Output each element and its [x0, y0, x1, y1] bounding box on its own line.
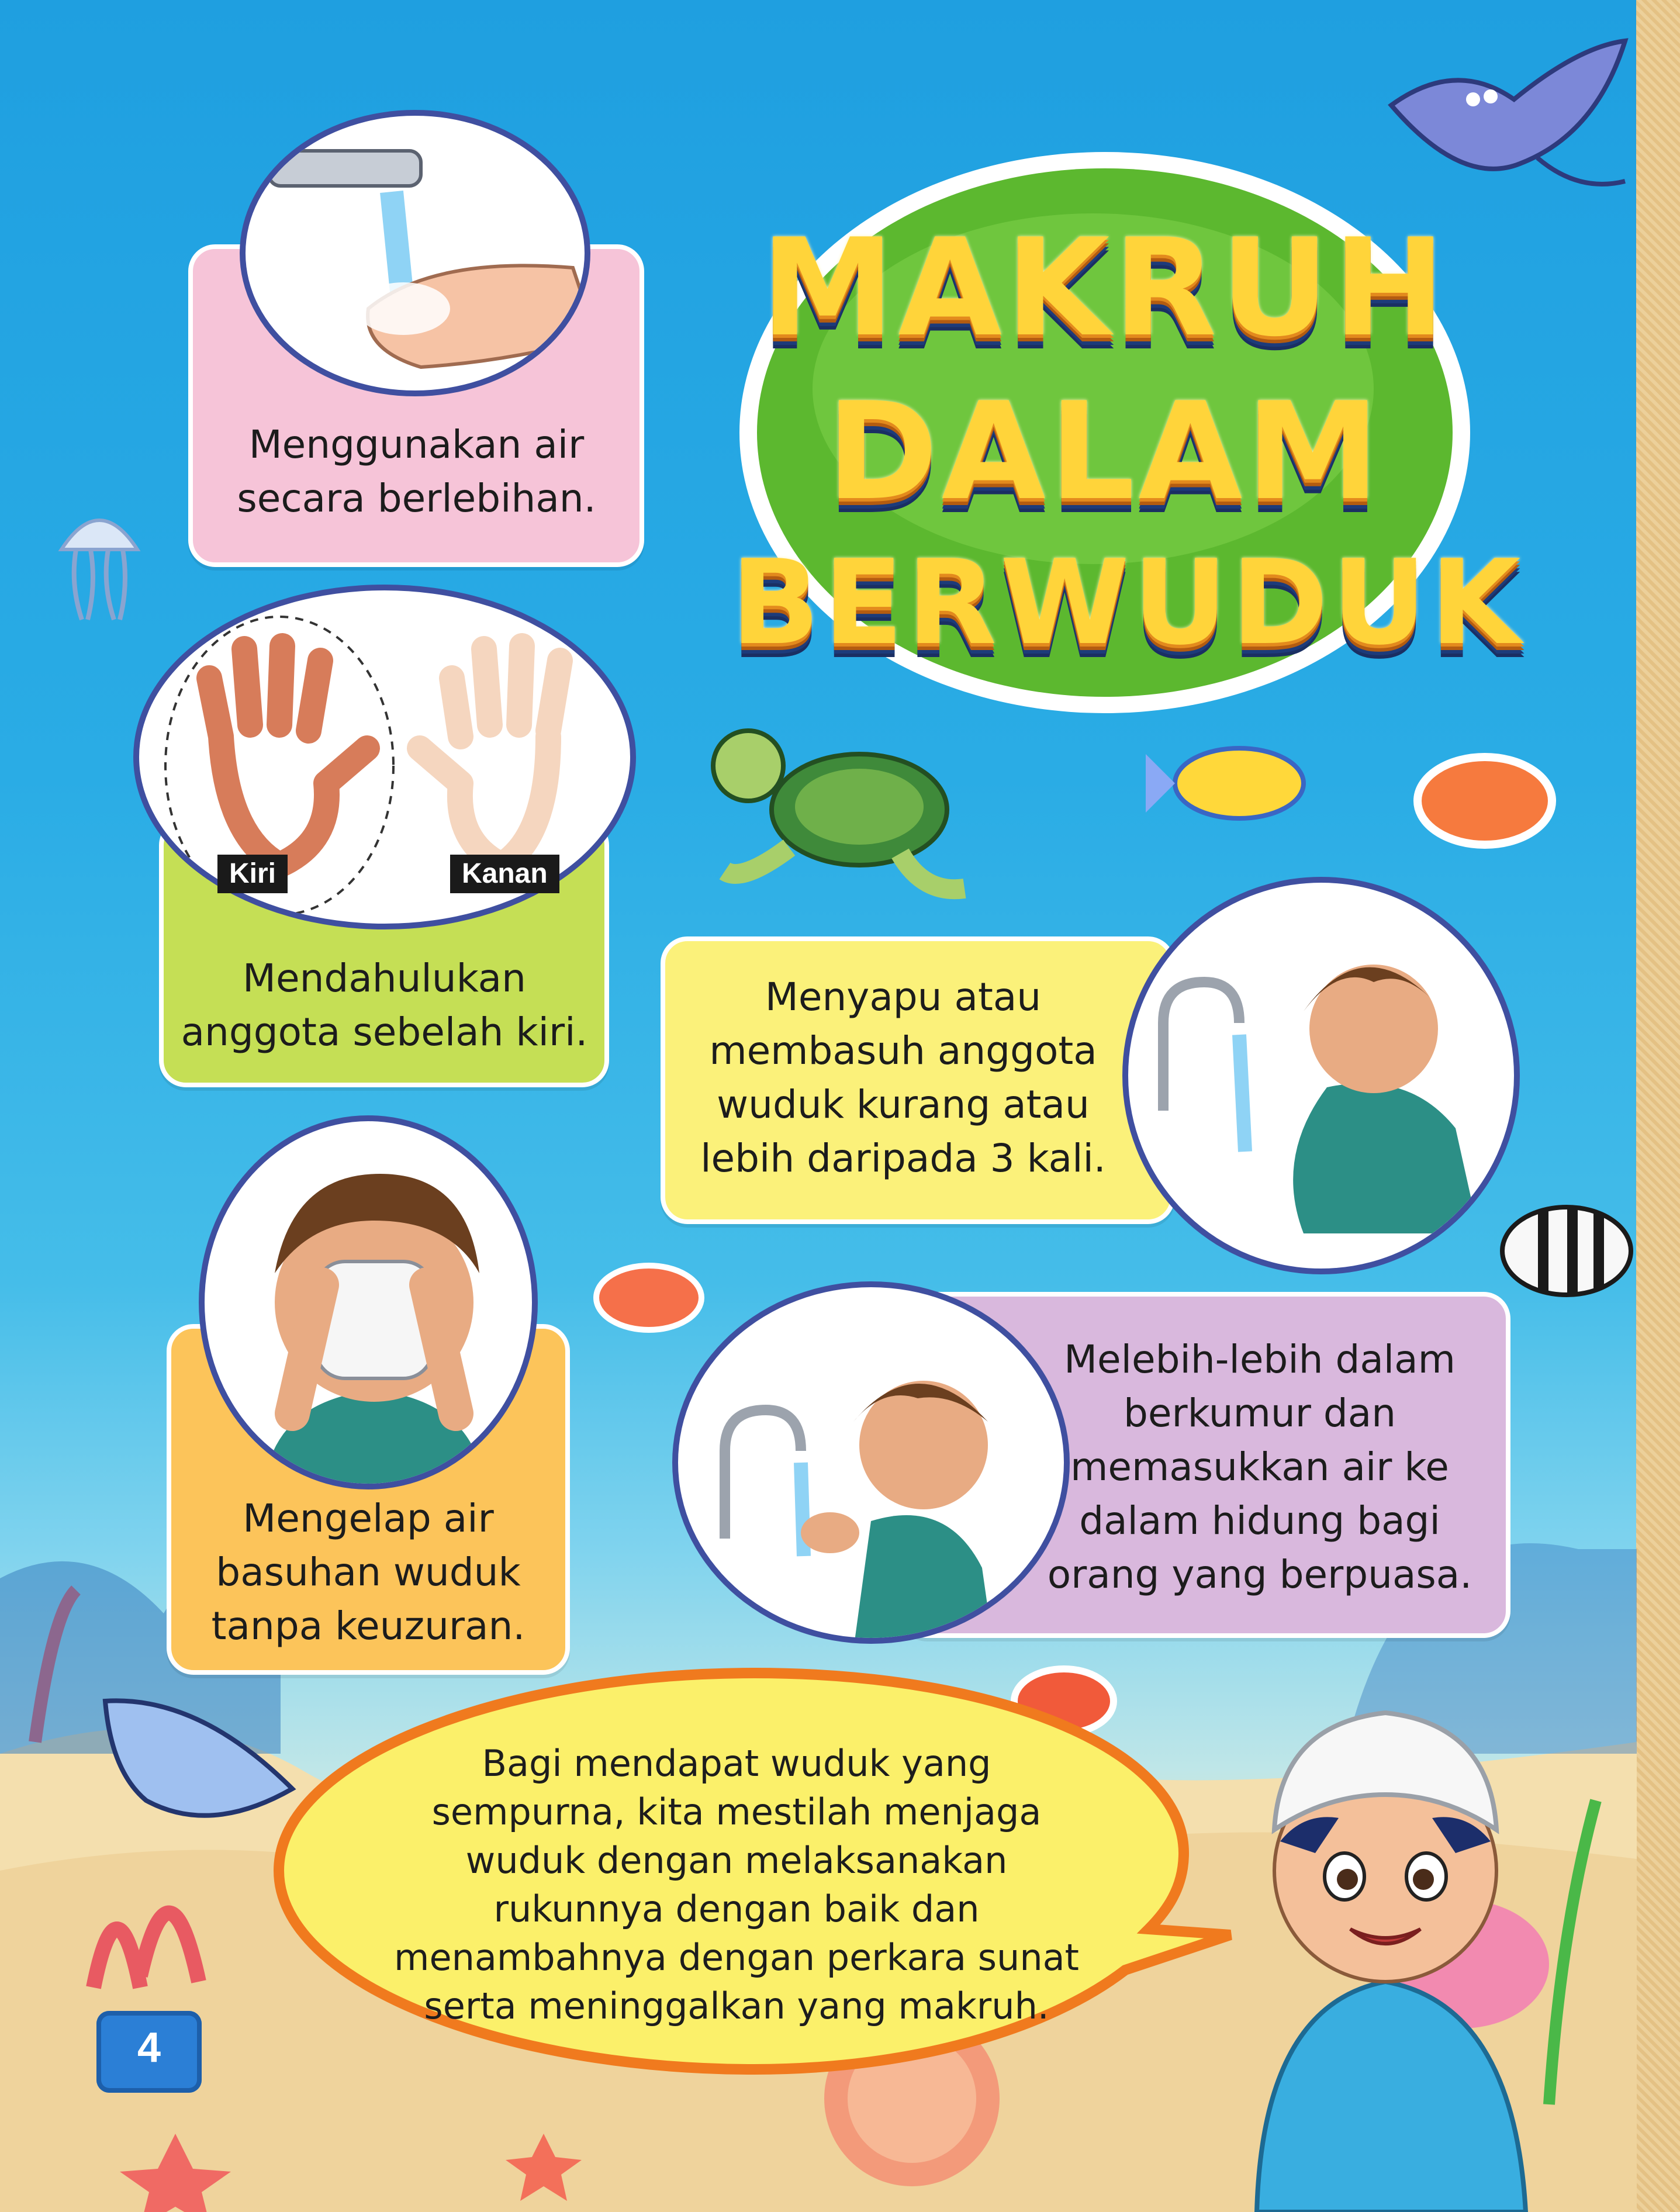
label-left: Kiri: [217, 855, 288, 893]
page-number: 4: [137, 2024, 161, 2071]
hand-washing-icon: [240, 110, 590, 396]
sand-border: [1636, 0, 1680, 2212]
card-wrong-repetition-text: Menyapu atau membasuh anggota wuduk kurang atau lebih daripada 3 kali.: [700, 974, 1106, 1181]
turtle-illustration: [701, 731, 970, 906]
clownfish-illustration: [590, 1257, 707, 1339]
boy-rinsing-icon: [672, 1281, 1070, 1644]
label-right: Kanan: [450, 855, 559, 893]
page-title-line-1: MAKRUH: [761, 210, 1449, 367]
page-title-line-3: BERWUDUK: [731, 535, 1525, 671]
boy-with-kopiah-illustration: [1222, 1678, 1549, 2212]
page-title-line-2: DALAM: [826, 374, 1384, 530]
speech-bubble-text: Bagi mendapat wuduk yang sempurna, kita mestilah menjaga wuduk dengan melaksanakan rukunnya dengan baik dan menambahnya dengan perkara sunat serta meninggalkan yang makruh.: [394, 1742, 1079, 2027]
card-left-first-text: Mendahulukan anggota sebelah kiri.: [181, 956, 588, 1055]
yellow-fish-illustration: [1163, 737, 1327, 830]
card-excessive-rinsing-text: Melebih-lebih dalam berkumur dan memasukkan air ke dalam hidung bagi orang yang berpuasa.: [1047, 1337, 1472, 1597]
angelfish-illustration: [1409, 748, 1561, 853]
left-right-hands-icon: [133, 585, 636, 929]
boy-wiping-head-icon: [1122, 877, 1520, 1274]
striped-fish-illustration: [1496, 1198, 1637, 1304]
jellyfish-illustration: [56, 503, 143, 631]
card-excessive-water-text: Menggunakan air secara berlebihan.: [237, 422, 596, 521]
card-wiping-face-text: Mengelap air basuhan wuduk tanpa keuzuran.: [211, 1496, 526, 1648]
boy-wiping-face-icon: [199, 1115, 538, 1489]
